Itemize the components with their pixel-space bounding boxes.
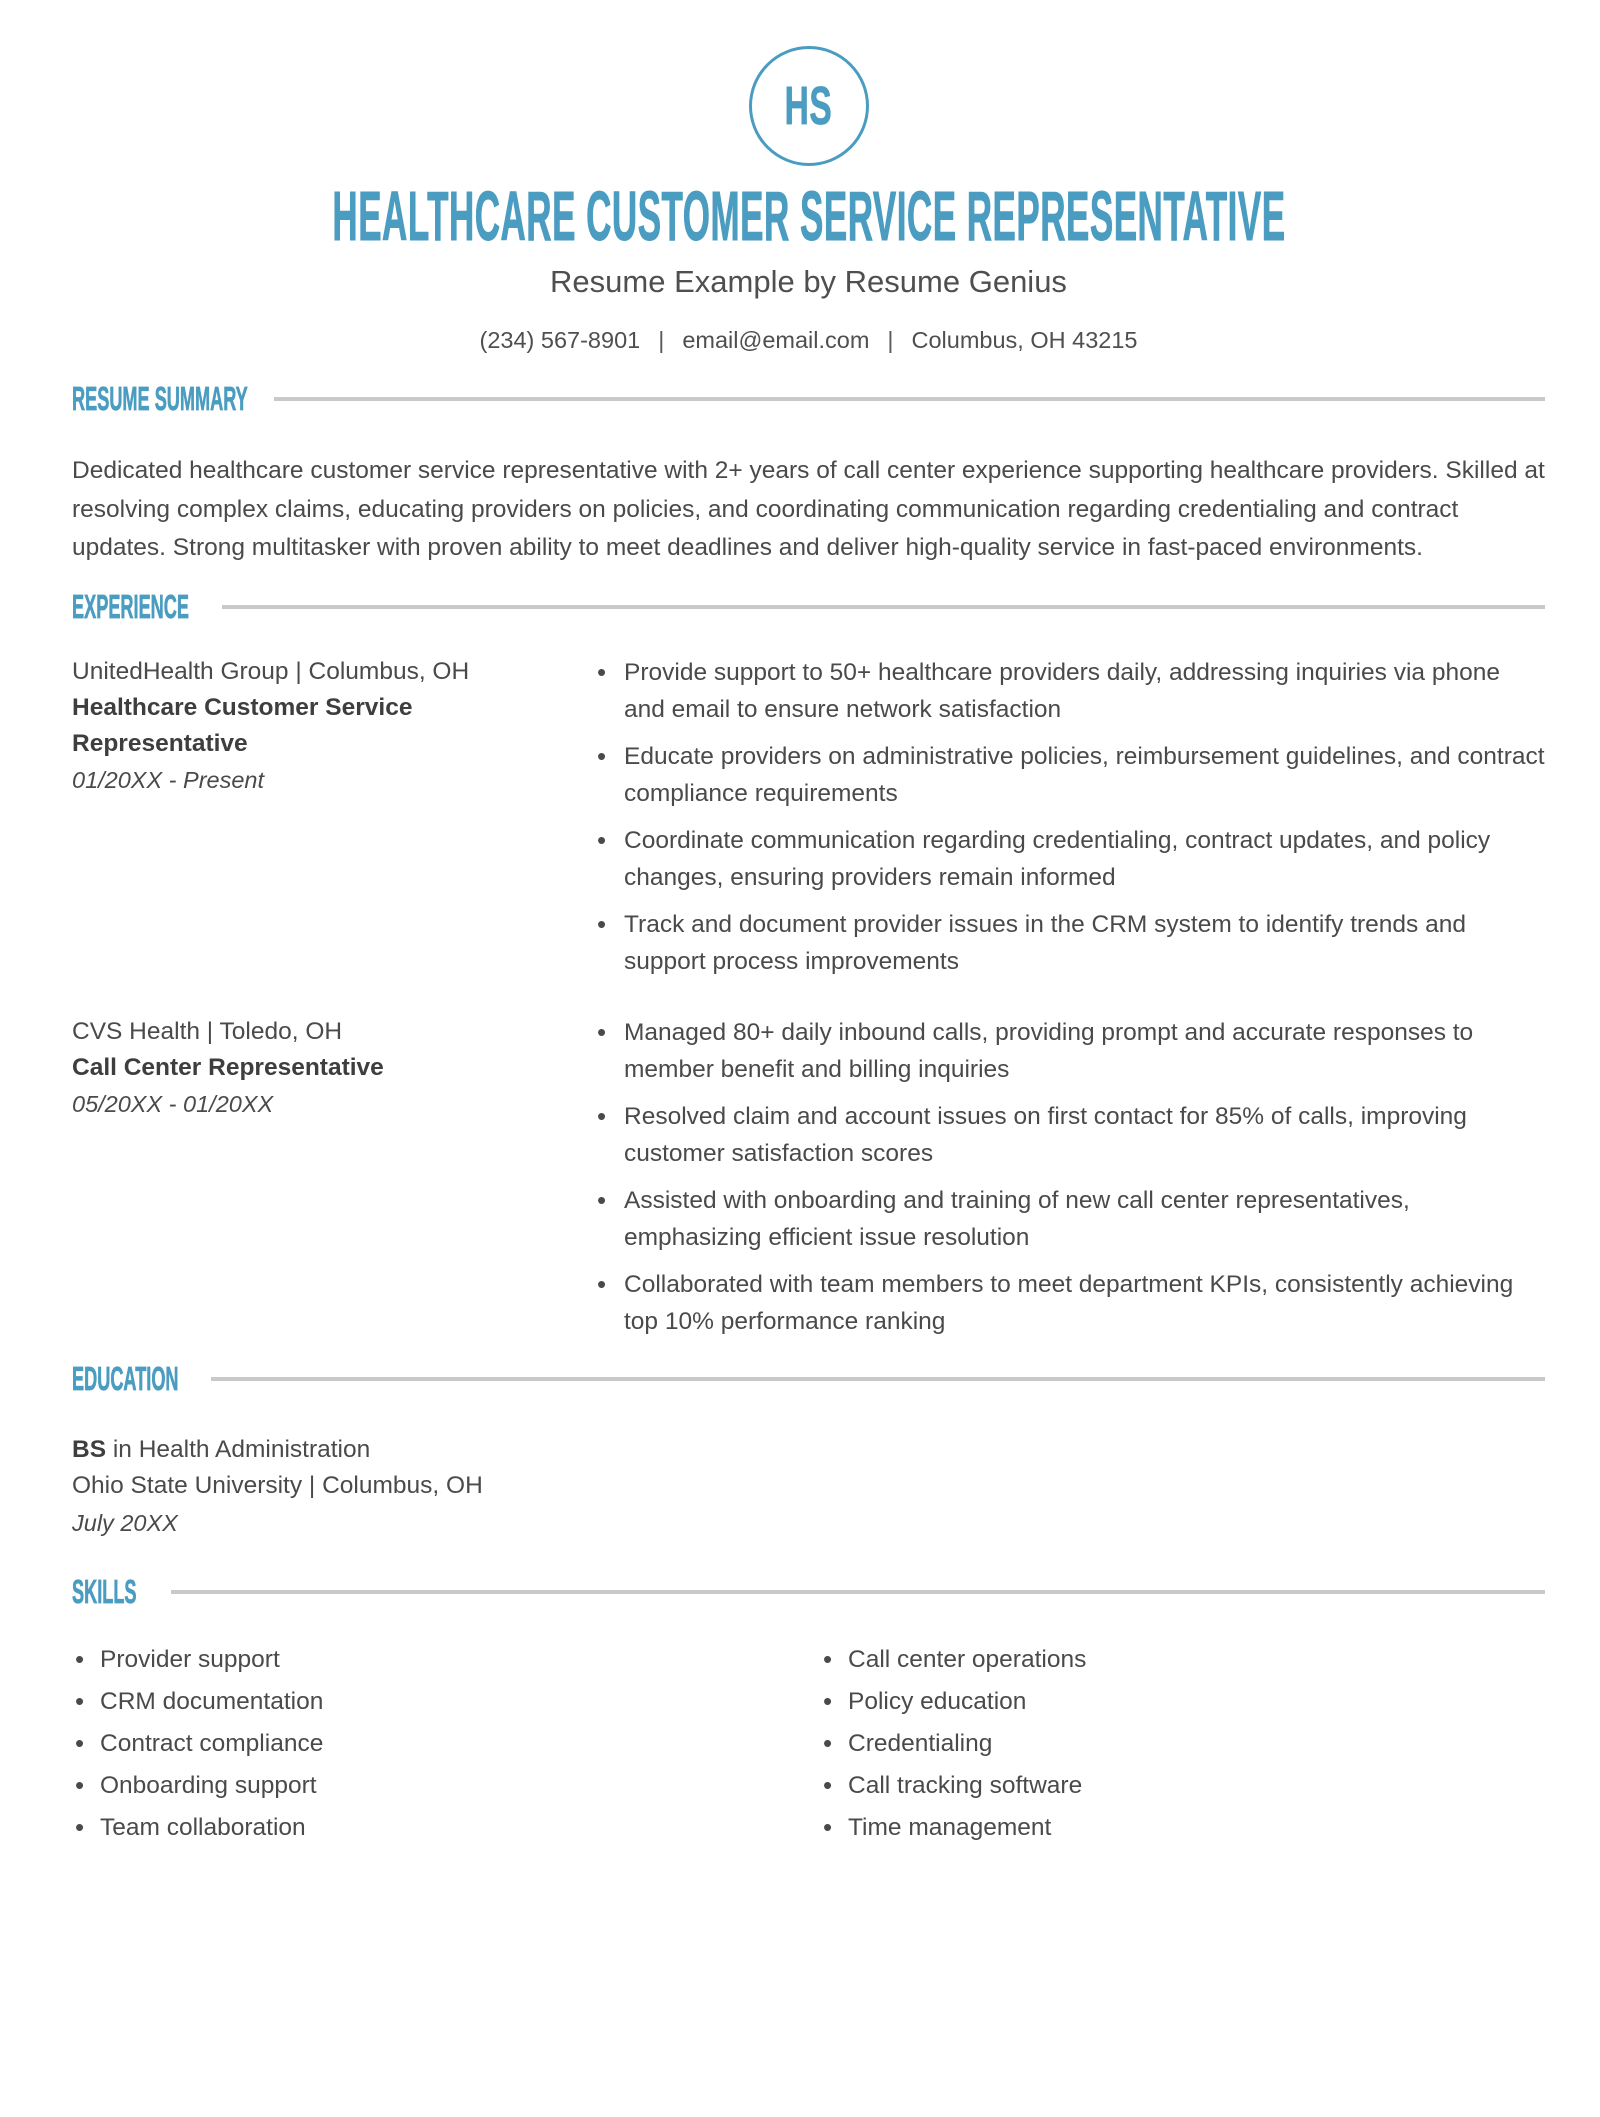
job-title: Healthcare Customer Service Representative bbox=[72, 693, 413, 757]
skills-list-right bbox=[820, 1645, 1545, 1855]
monogram-initials: HS bbox=[784, 76, 833, 136]
list-item: • Onboarding support bbox=[72, 1771, 820, 1801]
contact-separator: | bbox=[658, 327, 665, 353]
job-bullet-list bbox=[595, 654, 1545, 980]
job-bullet-list bbox=[595, 1014, 1545, 1340]
education-entry bbox=[72, 1432, 1545, 1542]
section-title-experience: EXPERIENCE bbox=[72, 587, 190, 625]
section-experience-header bbox=[72, 587, 1545, 625]
education-degree-rest: in Health Administration bbox=[112, 1435, 371, 1463]
education-date: July 20XX bbox=[72, 1509, 178, 1536]
list-item: • Provide support to 50+ healthcare providers daily, addressing inquiries via phone and email to ensure network satisfaction bbox=[595, 654, 1545, 728]
page-title: HEALTHCARE CUSTOMER SERVICE REPRESENTATIVE bbox=[331, 177, 1286, 255]
list-item: • Contract compliance bbox=[72, 1729, 820, 1759]
list-item: • Collaborated with team members to meet department KPIs, consistently achieving top 10% performance ranking bbox=[595, 1266, 1545, 1340]
monogram-badge bbox=[749, 46, 869, 166]
section-divider-line bbox=[211, 1377, 1545, 1381]
job-meta bbox=[72, 1014, 595, 1340]
list-item: • Policy education bbox=[820, 1687, 1545, 1717]
job-company-line: CVS Health | Toledo, OH bbox=[72, 1017, 343, 1045]
resume-subtitle: Resume Example by Resume Genius bbox=[550, 264, 1067, 299]
contact-line bbox=[72, 324, 1545, 356]
contact-phone: (234) 567-8901 bbox=[479, 327, 641, 353]
job-company-line: UnitedHealth Group | Columbus, OH bbox=[72, 657, 470, 685]
resume-page bbox=[0, 46, 1600, 1855]
contact-location: Columbus, OH 43215 bbox=[911, 327, 1138, 353]
list-item: • Educate providers on administrative policies, reimbursement guidelines, and contract compliance requirements bbox=[595, 738, 1545, 812]
education-degree bbox=[72, 1432, 1545, 1469]
list-item: • Time management bbox=[820, 1813, 1545, 1843]
education-degree-abbr: BS bbox=[72, 1435, 107, 1463]
section-title-skills: SKILLS bbox=[72, 1573, 137, 1610]
job-dates: 05/20XX - 01/20XX bbox=[72, 1090, 274, 1117]
skills-columns bbox=[72, 1645, 1545, 1855]
skills-list-left bbox=[72, 1645, 820, 1855]
section-divider-line bbox=[274, 397, 1545, 401]
list-item: • Team collaboration bbox=[72, 1813, 820, 1843]
job-entry bbox=[72, 1014, 1545, 1340]
section-divider-line bbox=[171, 1590, 1545, 1594]
section-divider-line bbox=[222, 605, 1545, 609]
job-entry bbox=[72, 654, 1545, 980]
list-item: • Provider support bbox=[72, 1645, 820, 1675]
job-title: Call Center Representative bbox=[72, 1053, 384, 1081]
contact-email: email@email.com bbox=[682, 327, 870, 353]
list-item: • Coordinate communication regarding credentialing, contract updates, and policy changes, ensuring providers remain informed bbox=[595, 822, 1545, 896]
list-item: • Track and document provider issues in the CRM system to identify trends and support process improvements bbox=[595, 906, 1545, 980]
list-item: • Credentialing bbox=[820, 1729, 1545, 1759]
list-item: • Managed 80+ daily inbound calls, providing prompt and accurate responses to member benefit and billing inquiries bbox=[595, 1014, 1545, 1088]
list-item: • Call center operations bbox=[820, 1645, 1545, 1675]
section-title-education: EDUCATION bbox=[72, 1359, 179, 1397]
job-dates: 01/20XX - Present bbox=[72, 766, 265, 793]
section-resume-summary-header bbox=[72, 382, 1545, 416]
resume-header bbox=[72, 46, 1545, 356]
education-school-line: Ohio State University | Columbus, OH bbox=[72, 1472, 483, 1499]
section-skills-header bbox=[72, 1575, 1545, 1609]
summary-paragraph: Dedicated healthcare customer service representative with 2+ years of call center experience supporting healthcare providers. Skilled at resolving complex claims, educating providers on policies, and coordinating communication regarding credentialing and contract updates. Strong multitasker with proven ability to meet deadlines and deliver high-quality service in fast-paced environments. bbox=[72, 457, 1545, 561]
list-item: • Resolved claim and account issues on first contact for 85% of calls, improving customer satisfaction scores bbox=[595, 1098, 1545, 1172]
experience-list bbox=[72, 654, 1545, 1340]
list-item: • Call tracking software bbox=[820, 1771, 1545, 1801]
list-item: • Assisted with onboarding and training of new call center representatives, emphasizing efficient issue resolution bbox=[595, 1182, 1545, 1256]
contact-separator: | bbox=[887, 327, 894, 353]
list-item: • CRM documentation bbox=[72, 1687, 820, 1717]
section-education-header bbox=[72, 1359, 1545, 1397]
job-meta bbox=[72, 654, 595, 980]
section-title-resume-summary: RESUME SUMMARY bbox=[72, 380, 248, 417]
